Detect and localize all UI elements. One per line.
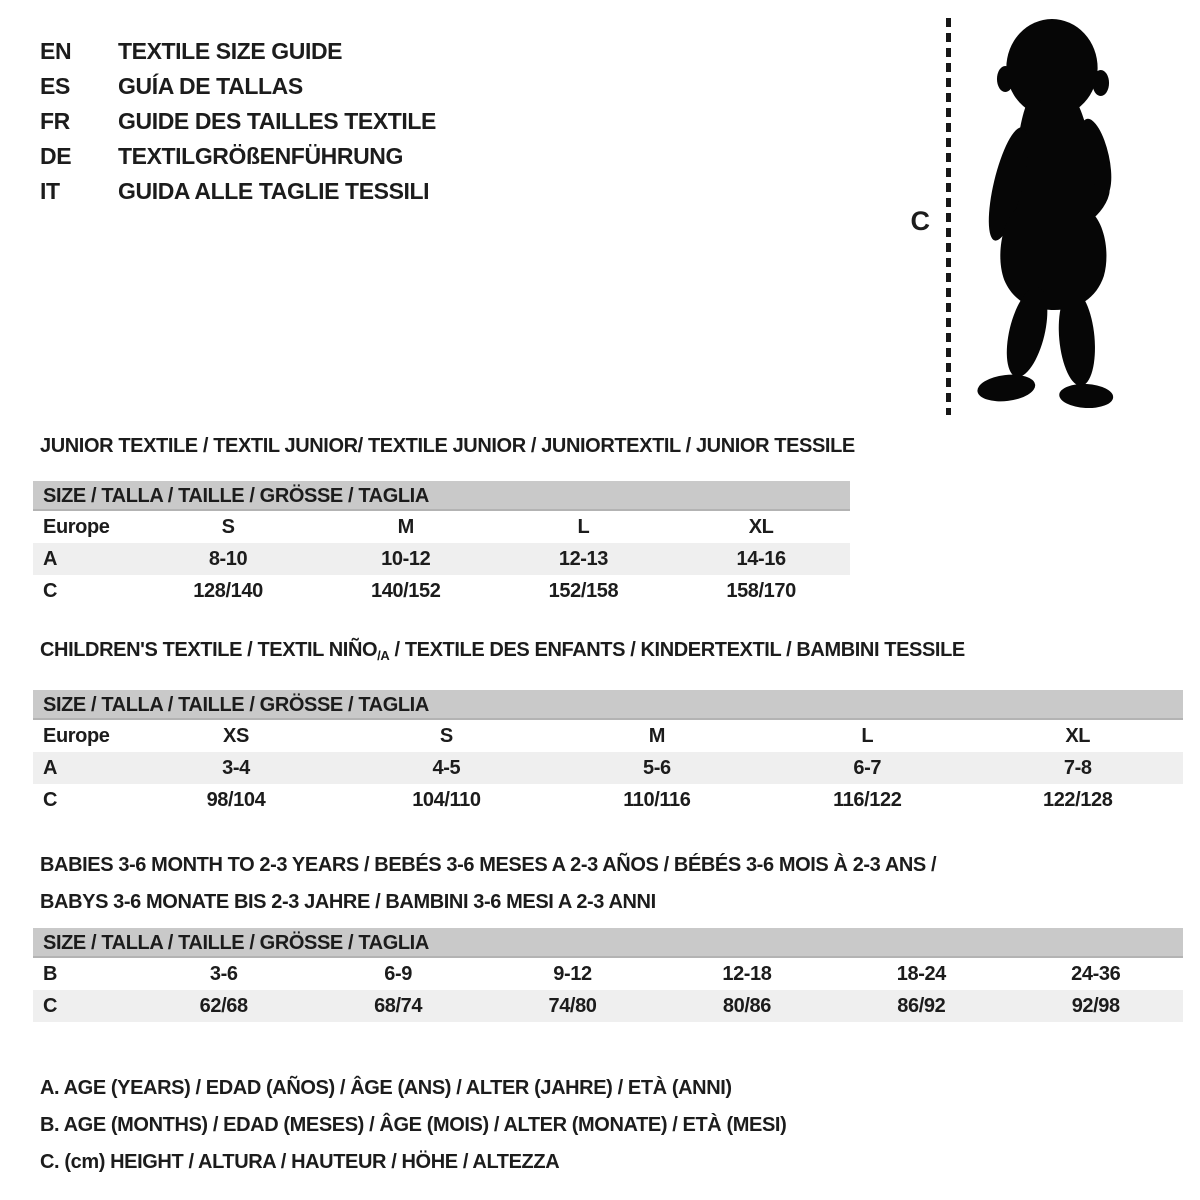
table-cell: 9-12 — [553, 963, 592, 985]
note-age-years: A. AGE (YEARS) / EDAD (AÑOS) / ÂGE (ANS) / ALTER (JAHRE) / ETÀ (ANNI) — [40, 1077, 732, 1099]
lang-code: DE — [40, 143, 72, 169]
row-label: C — [43, 995, 58, 1017]
lang-row-es — [40, 69, 436, 104]
lang-code: IT — [40, 178, 60, 204]
table-cell: 12-18 — [722, 963, 772, 985]
table-cell: 4-5 — [432, 757, 461, 779]
babies-title-line1: BABIES 3-6 MONTH TO 2-3 YEARS / BEBÉS 3-6 MESES A 2-3 AÑOS / BÉBÉS 3-6 MOIS À 2-3 ANS / — [40, 854, 937, 876]
lang-row-fr — [40, 104, 436, 139]
table-cell: 140/152 — [370, 580, 441, 602]
table-cell: 7-8 — [1063, 757, 1092, 779]
height-measure-label: C — [910, 206, 930, 236]
row-label: A — [43, 548, 58, 570]
note-height-cm: C. (cm) HEIGHT / ALTURA / HAUTEUR / HÖHE / ALTEZZA — [40, 1151, 560, 1173]
table-cell: S — [221, 516, 235, 538]
table-cell: 3-6 — [209, 963, 238, 985]
children-title-sub: /A — [377, 648, 390, 663]
table-cell: 5-6 — [642, 757, 671, 779]
note-age-months: B. AGE (MONTHS) / EDAD (MESES) / ÂGE (MOIS) / ALTER (MONATE) / ETÀ (MESI) — [40, 1114, 787, 1136]
table-cell: XL — [748, 516, 774, 538]
table-cell: 68/74 — [374, 995, 423, 1017]
table-cell: 110/116 — [623, 789, 691, 811]
table-cell: 24-36 — [1071, 963, 1121, 985]
table-row-height — [33, 575, 850, 607]
lang-row-de — [40, 139, 436, 174]
table-row-age-months — [33, 958, 1183, 990]
table-row-europe — [33, 720, 1183, 752]
table-cell: 12-13 — [558, 548, 608, 570]
lang-code: EN — [40, 38, 72, 64]
table-row-europe — [33, 511, 850, 543]
table-row-age — [33, 543, 850, 575]
table-cell: XS — [223, 725, 249, 747]
children-section-title — [40, 638, 965, 668]
lang-title: TEXTILGRÖßENFÜHRUNG — [118, 143, 403, 169]
table-cell: 158/170 — [726, 580, 796, 602]
lang-title: TEXTILE SIZE GUIDE — [118, 38, 343, 64]
children-size-table — [33, 690, 1183, 816]
size-header-bar: SIZE / TALLA / TAILLE / GRÖSSE / TAGLIA — [33, 928, 1183, 958]
size-header-bar: SIZE / TALLA / TAILLE / GRÖSSE / TAGLIA — [33, 481, 850, 511]
table-cell: 86/92 — [897, 995, 946, 1017]
row-label: B — [43, 963, 58, 985]
row-label: C — [43, 789, 58, 811]
table-cell: S — [439, 725, 453, 747]
height-measure-dashed-line — [946, 18, 951, 415]
lang-row-it — [40, 174, 436, 209]
toddler-silhouette — [970, 16, 1136, 414]
table-cell: 62/68 — [199, 995, 248, 1017]
lang-title: GUÍA DE TALLAS — [118, 73, 303, 99]
table-cell: L — [577, 516, 590, 538]
table-cell: 122/128 — [1042, 789, 1113, 811]
table-cell: 6-7 — [853, 757, 882, 779]
babies-section-title — [40, 847, 936, 921]
table-cell: 116/122 — [833, 789, 902, 811]
table-cell: L — [861, 725, 874, 747]
language-title-list — [40, 34, 436, 209]
table-cell: 98/104 — [206, 789, 266, 811]
table-cell: 8-10 — [208, 548, 248, 570]
row-label: A — [43, 757, 58, 779]
table-cell: M — [648, 725, 665, 747]
table-row-height — [33, 784, 1183, 816]
lang-code: FR — [40, 108, 70, 134]
table-cell: 14-16 — [736, 548, 786, 570]
legend-notes — [40, 1070, 786, 1181]
table-cell: 6-9 — [384, 963, 412, 985]
table-cell: 18-24 — [896, 963, 946, 985]
table-row-age — [33, 752, 1183, 784]
table-cell: XL — [1065, 725, 1091, 747]
table-cell: 92/98 — [1071, 995, 1120, 1017]
children-title-prefix: CHILDREN'S TEXTILE / TEXTIL NIÑO — [40, 639, 378, 661]
table-cell: 74/80 — [548, 995, 597, 1017]
babies-size-table — [33, 928, 1183, 1022]
lang-title: GUIDE DES TAILLES TEXTILE — [118, 108, 436, 134]
table-cell: 104/110 — [412, 789, 481, 811]
table-row-height — [33, 990, 1183, 1022]
size-header-bar: SIZE / TALLA / TAILLE / GRÖSSE / TAGLIA — [33, 690, 1183, 720]
table-cell: 80/86 — [722, 995, 771, 1017]
junior-section-title: JUNIOR TEXTILE / TEXTIL JUNIOR/ TEXTILE JUNIOR / JUNIORTEXTIL / JUNIOR TESSILE — [40, 435, 855, 457]
junior-size-table — [33, 481, 850, 607]
table-cell: 128/140 — [193, 580, 263, 602]
row-label: C — [43, 580, 58, 602]
lang-code: ES — [40, 73, 70, 99]
table-cell: M — [397, 516, 414, 538]
row-label: Europe — [43, 725, 110, 747]
table-cell: 3-4 — [222, 757, 250, 779]
children-title-suffix: / TEXTILE DES ENFANTS / KINDERTEXTIL / BAMBINI TESSILE — [389, 639, 965, 661]
lang-title: GUIDA ALLE TAGLIE TESSILI — [118, 178, 430, 204]
lang-row-en — [40, 34, 436, 69]
table-cell: 152/158 — [548, 580, 619, 602]
table-cell: 10-12 — [381, 548, 431, 570]
row-label: Europe — [43, 516, 110, 538]
babies-title-line2: BABYS 3-6 MONATE BIS 2-3 JAHRE / BAMBINI 3-6 MESI A 2-3 ANNI — [40, 891, 656, 913]
